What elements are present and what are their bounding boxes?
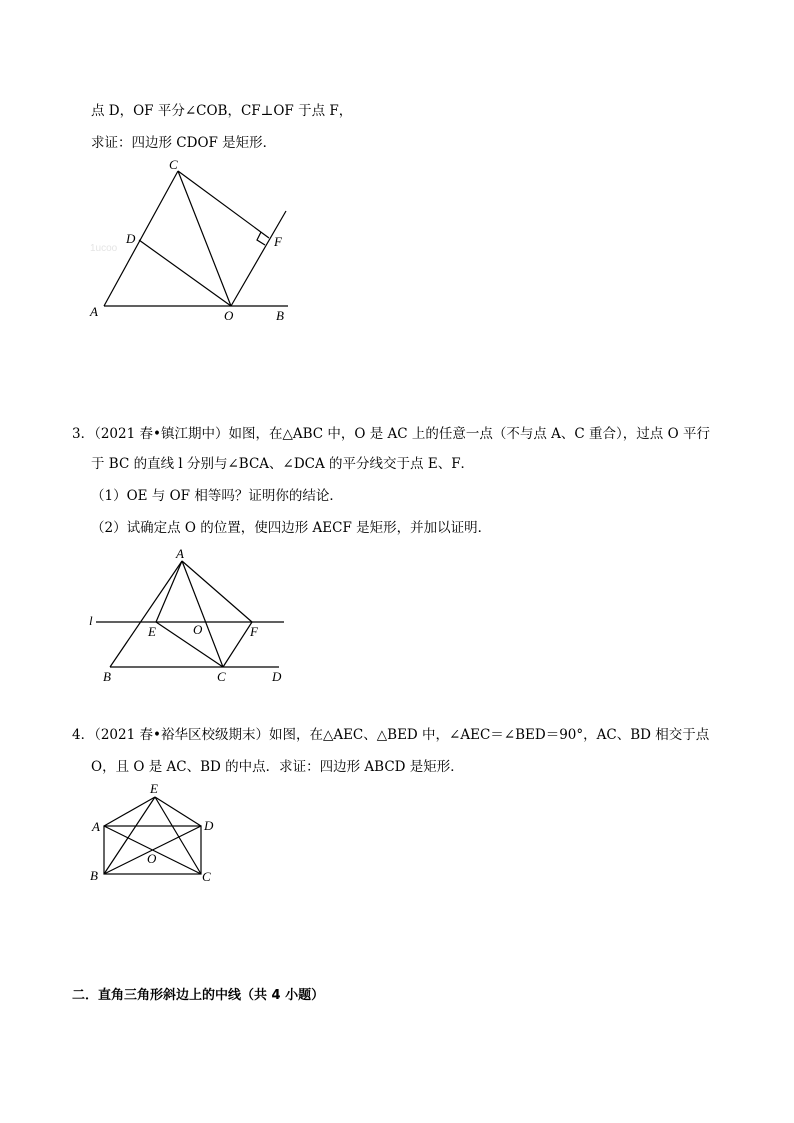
problem3-q2: （2）试确定点 O 的位置，使四边形 AECF 是矩形，并加以证明． [91, 520, 492, 536]
label-o: O [147, 851, 157, 866]
segment-ea [104, 797, 155, 826]
label-l: l [89, 613, 93, 628]
label-e: E [150, 781, 158, 796]
label-a: A [176, 546, 184, 561]
problem2-line2: 求证：四边形 CDOF 是矩形． [91, 135, 277, 151]
label-b: B [90, 868, 98, 883]
label-c: C [217, 669, 226, 684]
problem3-line2: 于 BC 的直线 l 分别与∠BCA、∠DCA 的平分线交于点 E、F． [91, 456, 475, 472]
label-o: O [193, 622, 203, 637]
problem2-line1: 点 D，OF 平分∠COB，CF⊥OF 于点 F， [91, 103, 353, 119]
label-c: C [169, 157, 178, 172]
section-heading: 二．直角三角形斜边上的中线（共 4 小题） [72, 988, 325, 1003]
label-f: F [274, 234, 282, 249]
label-c: C [202, 869, 211, 884]
label-d: D [272, 669, 282, 684]
problem4-line2: O，且 O 是 AC、BD 的中点．求证：四边形 ABCD 是矩形． [91, 759, 464, 775]
label-a: A [90, 304, 98, 319]
label-b: B [103, 669, 111, 684]
segment-ed [155, 797, 201, 826]
problem3-q1: （1）OE 与 OF 相等吗？证明你的结论． [91, 488, 343, 504]
label-e: E [148, 624, 156, 639]
problem3-line1: 3．（2021 春•镇江期中）如图，在△ABC 中，O 是 AC 上的任意一点（不与点 A、C 重合），过点 O 平行 [72, 426, 710, 442]
figure-watermark: 1ucoo [90, 243, 118, 254]
label-a: A [92, 819, 100, 834]
label-b: B [276, 308, 284, 323]
label-o: O [224, 308, 234, 323]
label-d: D [126, 231, 136, 246]
label-d: D [204, 818, 214, 833]
label-f: F [250, 624, 258, 639]
problem4-line1: 4．（2021 春•裕华区校级期末）如图，在△AEC、△BED 中，∠AEC＝∠BED＝90°，AC、BD 相交于点 [72, 727, 710, 743]
